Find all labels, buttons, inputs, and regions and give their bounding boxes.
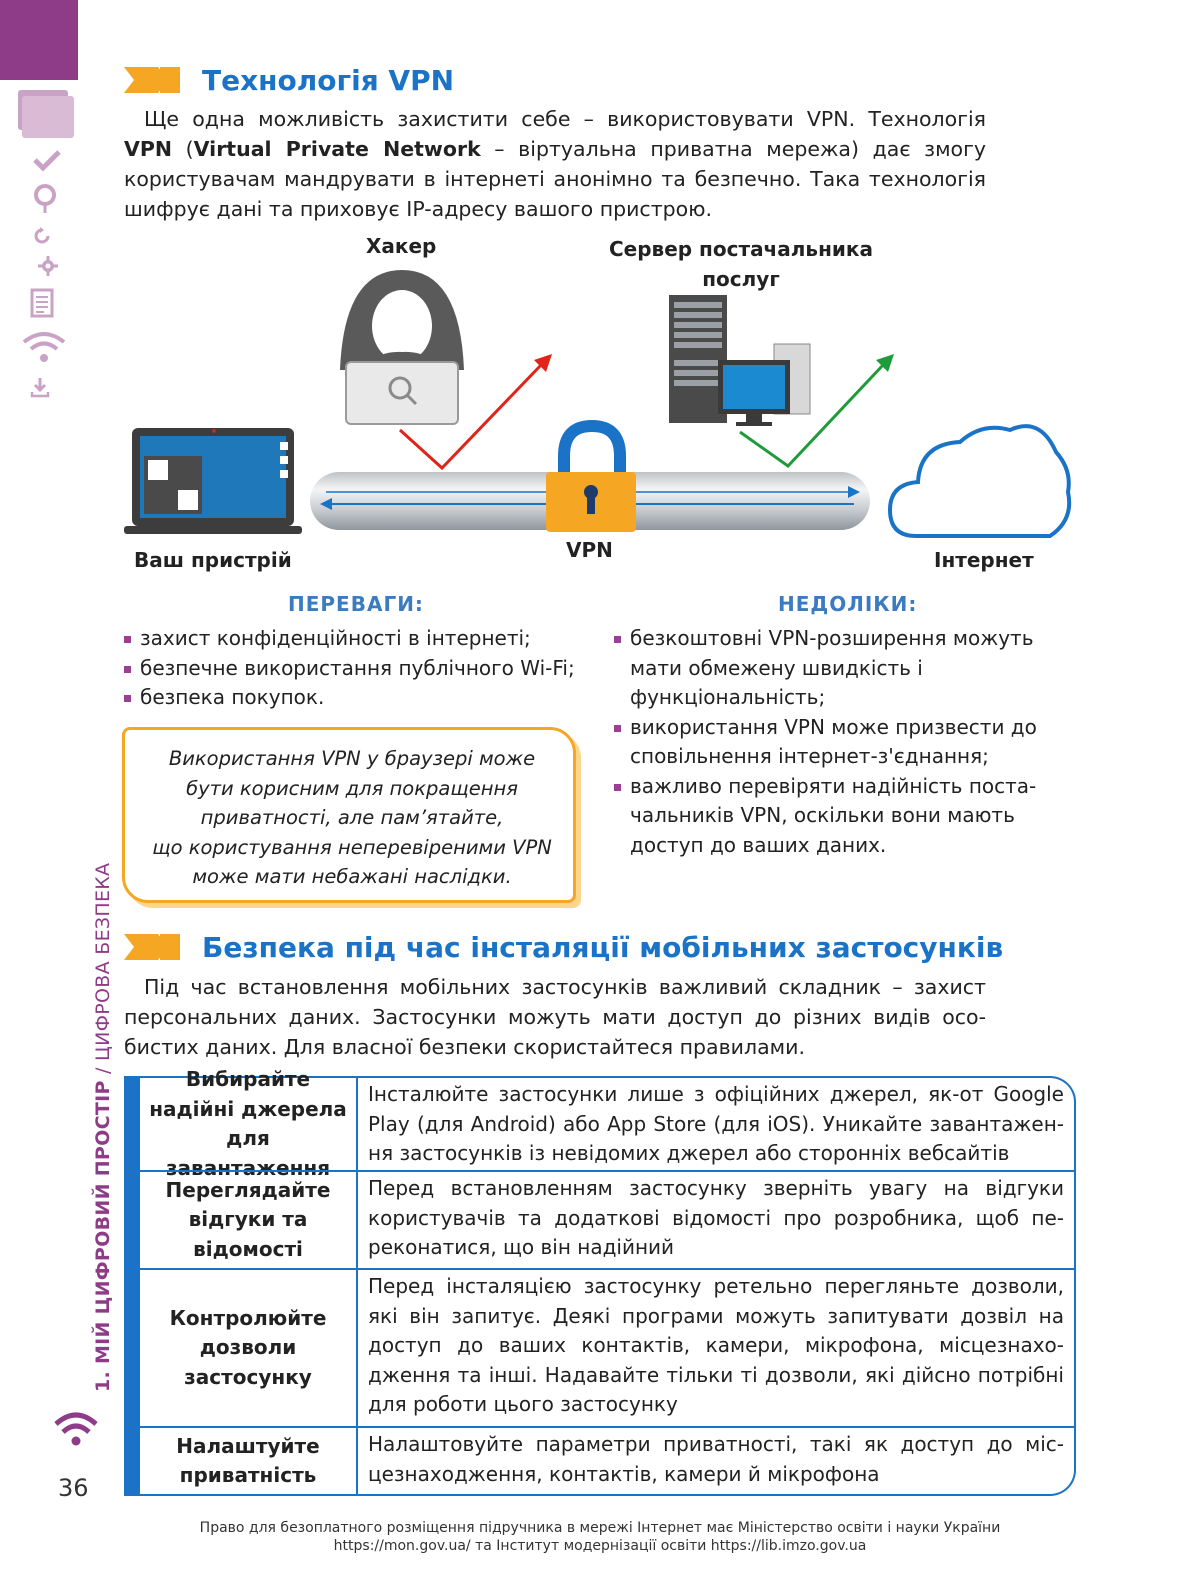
wifi-icon (20, 328, 68, 364)
padlock-icon (546, 426, 636, 532)
table-row (140, 1426, 1074, 1494)
rules-table (124, 1067, 1076, 1496)
heading-marker-icon (124, 934, 180, 960)
server-label: Сервер постачальника послуг (609, 237, 873, 291)
cons-list (614, 624, 1066, 860)
download-icon (30, 376, 50, 398)
rule-text: Інсталюйте застосунки лише з офіційних джерел, як-от Google Play (для Android) або App Store (для iOS). Уникайте завантаження застосунків із невідомих джерел або сторонніх вебсайтів (368, 1082, 1064, 1165)
rule-title: Налаштуйте приватність (140, 1428, 358, 1494)
chapter-tab (0, 0, 78, 80)
pros-title: ПЕРЕВАГИ: (288, 592, 424, 616)
internet-label: Інтернет (934, 548, 1034, 572)
note-box (122, 727, 576, 903)
note-text: Використання VPN у браузері може бути корисним для покращення приватності, але пам’ятайте, що користування неперевіреними VPN може мати небажані наслідки. (152, 747, 552, 888)
table-stripe (124, 1076, 140, 1496)
list-item: безпека покупок. (124, 683, 594, 713)
gear-icon (38, 256, 58, 276)
vpn-label: VPN (566, 538, 613, 562)
heading-title: Технологія VPN (202, 63, 455, 97)
list-item: важливо перевіряти надійність постачальників VPN, оскільки вони мають доступ до ваших даних. (614, 772, 1066, 861)
cloud-icon (890, 426, 1069, 536)
refresh-icon (32, 226, 52, 246)
list-item: безкоштовні VPN-розширення можуть мати обмежену швидкість і функціональність; (614, 624, 1066, 713)
rule-text: Налаштовуйте параметри приватності, такі як доступ до місцезнаходження, контактів, камери й мікрофона (368, 1432, 1064, 1486)
heading-title: Безпека під час інсталяції мобільних застосунків (202, 930, 1004, 964)
device-label: Ваш пристрій (134, 548, 292, 572)
vpn-intro-paragraph: Ще одна можливість захистити себе – використовувати VPN. Технологія VPN (Virtual Private Network – віртуальна приватна мережа) дає змогу користувачам мандрувати в інтернеті анонімно та безпечно. Така технологія шифрує дані та приховує IP-адресу вашого пристрою. (124, 107, 986, 221)
hacker-icon (340, 270, 464, 424)
folder-icon (14, 88, 76, 140)
document-icon (30, 288, 56, 318)
cons-title: НЕДОЛІКИ: (778, 592, 918, 616)
section-heading-vpn (124, 64, 454, 96)
laptop-icon (124, 428, 302, 534)
diagram-graphics (120, 230, 1090, 540)
hacker-label: Хакер (366, 234, 437, 258)
rule-title: Контролюйте дозволи застосунку (140, 1270, 358, 1426)
list-item: використання VPN може призвести до сповільнення інтернет-з'єднання; (614, 713, 1066, 772)
rule-title: Переглядайте відгуки та відомості (140, 1172, 358, 1268)
section-heading-apps (124, 931, 1003, 963)
table-row (140, 1067, 1074, 1180)
server-icon (669, 295, 810, 426)
rule-title: Вибирайте надійні джерела для завантаження (140, 1078, 358, 1170)
list-item: безпечне використання публічного Wi-Fi; (124, 654, 594, 684)
apps-intro-paragraph: Під час встановлення мобільних застосунків важливий складник – захист персональних даних. Застосунки можуть мати доступ до різних видів особистих даних. Для власної безпеки скористайтеся правилами. (124, 975, 986, 1059)
rule-text: Перед встановленням застосунку зверніть увагу на відгуки користувачів та додаткові відомості про розробника, щоб переконатися, що він надійний (368, 1176, 1064, 1259)
rule-text: Перед інсталяцією застосунку ретельно перегляньте дозволи, які він запитує. Деякі програми можуть запитувати дозвіл на доступ до ваших контактів, камери, мікрофона, місцезнаходження та інші. Надавайте тільки ті дозволи, які дійсно потрібні для роботи цього застосунку (368, 1274, 1064, 1416)
table-row (140, 1170, 1074, 1268)
vpn-diagram (120, 230, 1090, 590)
page-number: 36 (58, 1474, 89, 1502)
list-item: захист конфіденційності в інтернеті; (124, 624, 594, 654)
footer-line: Право для безоплатного розміщення підручника в мережі Інтернет має Міністерство освіти і науки України (199, 1520, 1001, 1536)
table-row (140, 1268, 1074, 1426)
footer (180, 1519, 1020, 1555)
footer-line: https://mon.gov.ua/ та Інститут модернізації освіти https://lib.imzo.gov.ua (333, 1538, 867, 1554)
pros-list (124, 624, 594, 713)
check-icon (32, 148, 62, 172)
section-label: 1. МІЙ ЦИФРОВИЙ ПРОСТІР / ЦИФРОВА БЕЗПЕКА (92, 862, 114, 1392)
heading-marker-icon (124, 67, 180, 93)
location-pin-icon (32, 184, 58, 214)
wifi-icon (52, 1408, 100, 1448)
